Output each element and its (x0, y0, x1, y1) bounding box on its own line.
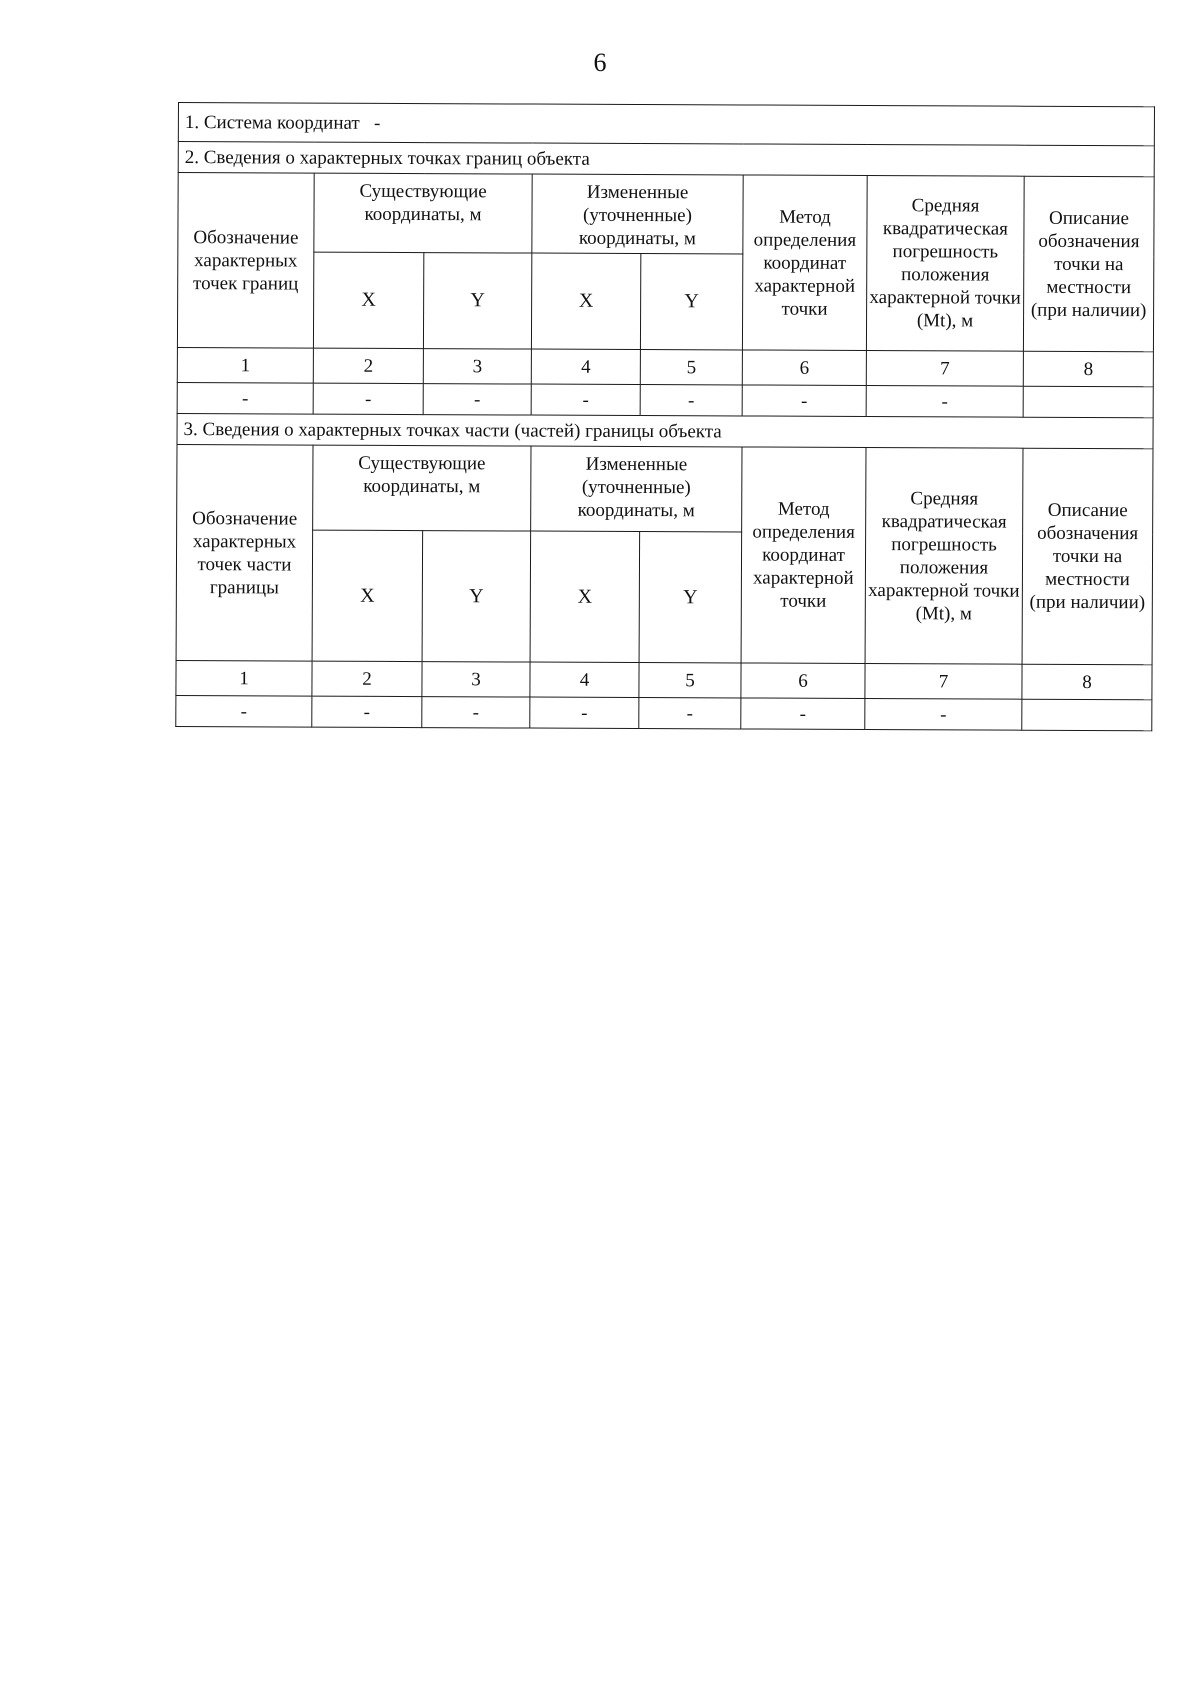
section2-col-error: Средняя квадратическая погрешность положения характерной точки (Mt), м (866, 176, 1024, 352)
section3-col-number: 3 (422, 662, 530, 697)
coordinate-system-label: 1. Система координат (184, 111, 360, 134)
section3-col-description: Описание обозначения точки на местности (при наличии) (1022, 448, 1153, 665)
boundary-points-table (175, 102, 1155, 731)
section3-existing-y: Y (422, 531, 531, 662)
section2-col-designation: Обозначение характерных точек границ (177, 173, 314, 349)
section2-cell: - (866, 386, 1023, 418)
section3-existing-x: X (312, 530, 423, 661)
section2-col-number: 8 (1023, 351, 1153, 387)
section2-data-row (177, 382, 1153, 417)
section3-col-number: 2 (312, 661, 422, 696)
section3-col-number: 4 (530, 662, 639, 697)
section3-col-number: 7 (865, 664, 1022, 700)
section2-cell: - (640, 385, 742, 416)
section2-cell: - (313, 383, 423, 414)
section3-cell: - (176, 695, 312, 727)
section2-cell (1023, 386, 1153, 418)
section2-col-existing: Существующие координаты, м (314, 173, 532, 253)
section2-cell: - (177, 382, 313, 414)
section2-col-number: 1 (177, 347, 313, 383)
section3-data-row (176, 695, 1152, 730)
section2-col-changed: Измененные (уточненные) координаты, м (532, 174, 743, 254)
section2-col-method: Метод определения координат характерной точки (742, 175, 867, 351)
section3-col-existing: Существующие координаты, м (313, 445, 531, 531)
section3-col-error: Средняя квадратическая погрешность положения характерной точки (Mt), м (865, 448, 1023, 665)
section2-existing-y: Y (423, 253, 531, 349)
section2-existing-x: X (313, 252, 423, 348)
section3-col-number: 5 (639, 663, 741, 698)
page-number: 6 (593, 48, 607, 77)
section3-col-method: Метод определения координат характерной точки (741, 447, 866, 664)
section2-col-number: 2 (313, 348, 423, 383)
section3-number-row (176, 660, 1152, 699)
section2-col-description: Описание обозначения точки на местности (при наличии) (1023, 176, 1154, 352)
section2-col-number: 4 (531, 349, 640, 384)
section3-cell: - (312, 696, 422, 727)
section2-changed-y: Y (640, 254, 742, 350)
section3-col-number: 1 (176, 660, 312, 696)
section3-cell: - (741, 698, 865, 730)
section2-title: 2. Сведения о характерных точках границ объекта (178, 142, 1154, 177)
section2-col-number: 6 (742, 350, 866, 386)
section3-changed-x: X (530, 531, 640, 662)
section3-cell (1022, 699, 1152, 731)
section2-col-number: 3 (423, 349, 531, 384)
section2-cell: - (742, 385, 866, 417)
section3-cell: - (422, 697, 530, 728)
section3-cell: - (865, 699, 1022, 731)
section3-col-number: 6 (741, 663, 865, 699)
section3-col-designation: Обозначение характерных точек части границы (176, 444, 313, 661)
section2-changed-x: X (531, 253, 640, 349)
section3-cell: - (639, 698, 741, 729)
coordinate-system-value: - (373, 112, 381, 134)
section3-cell: - (530, 697, 639, 728)
section2-number-row (177, 347, 1153, 386)
section2-col-number: 7 (866, 351, 1023, 387)
section2-cell: - (423, 384, 531, 415)
section3-changed-y: Y (639, 532, 742, 663)
section3-col-number: 8 (1022, 664, 1152, 700)
coordinate-system-row (178, 103, 1154, 146)
section2-cell: - (531, 384, 640, 415)
section3-title: 3. Сведения о характерных точках части (частей) границы объекта (177, 413, 1153, 448)
section3-col-changed: Измененные (уточненные) координаты, м (531, 446, 742, 532)
section2-col-number: 5 (640, 350, 742, 385)
